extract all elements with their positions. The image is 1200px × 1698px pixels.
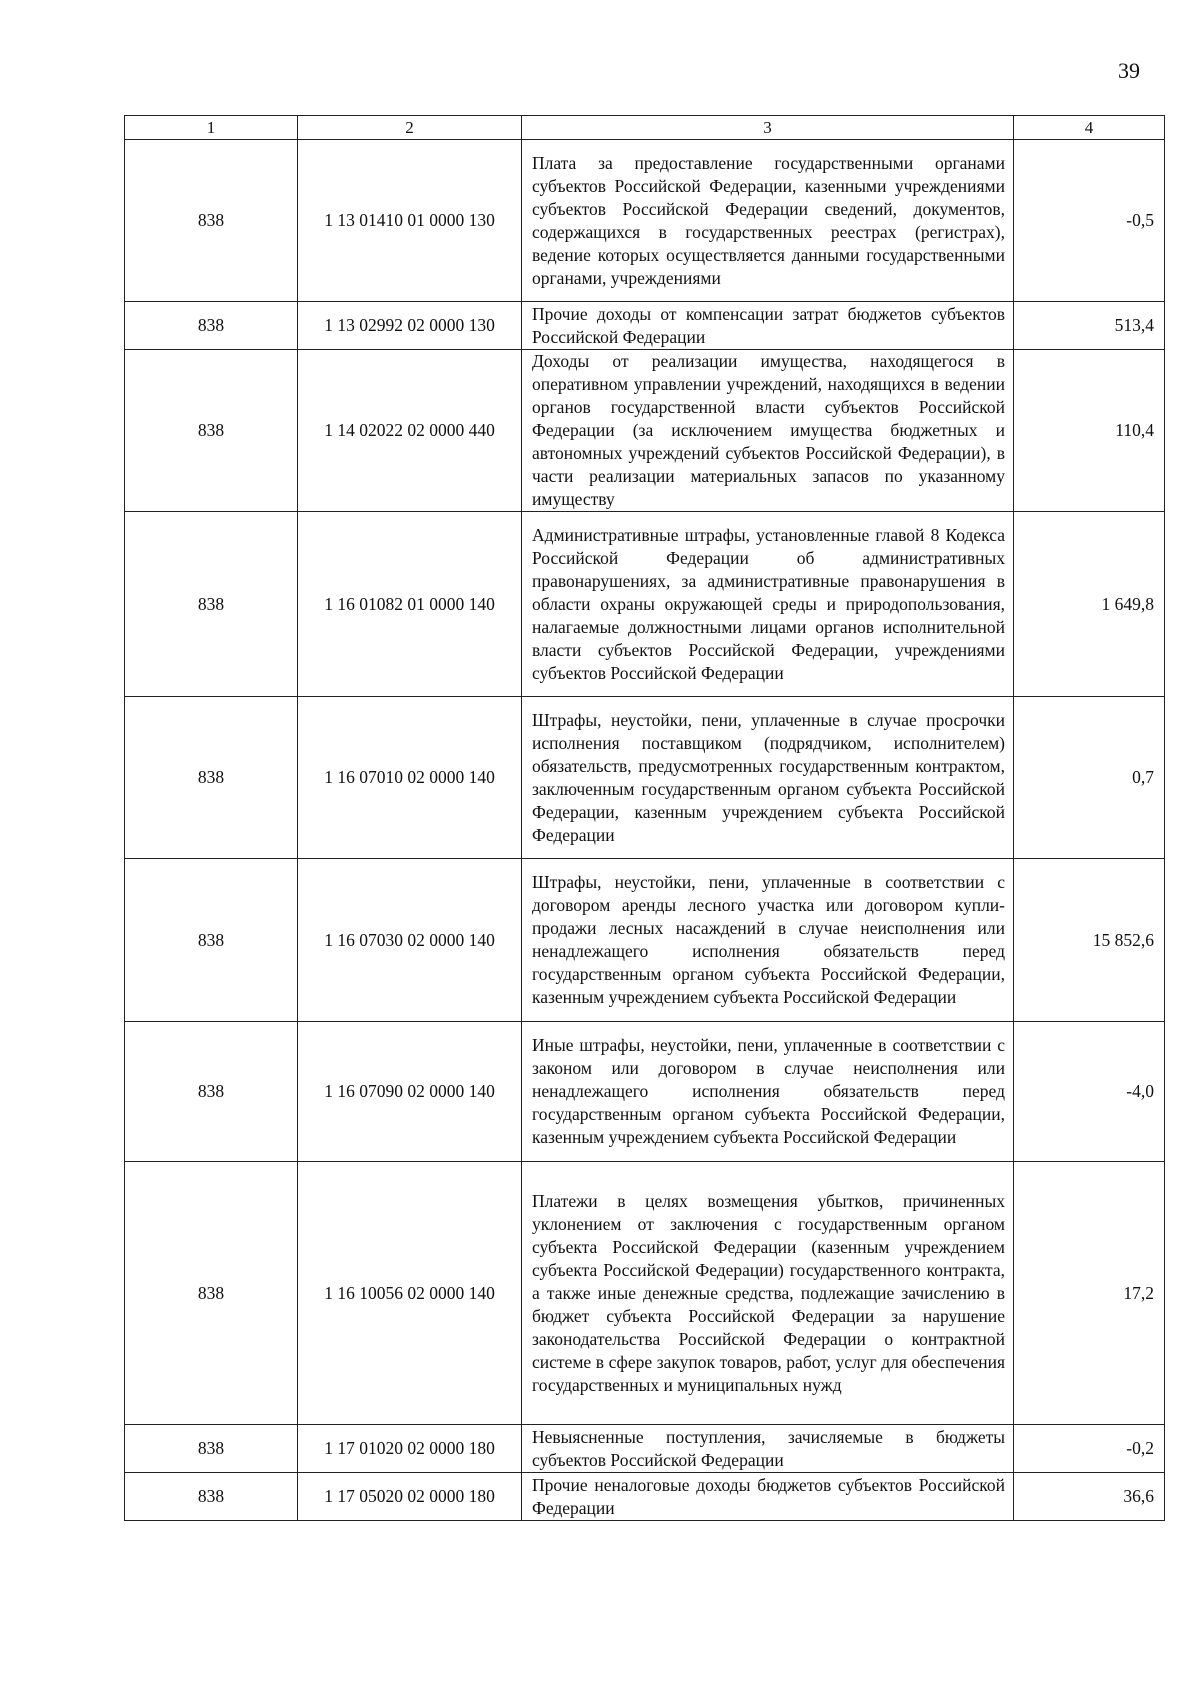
- description-cell: Административные штрафы, установленные главой 8 Кодекса Российской Федерации об административных правонарушениях, за административные правонарушения в области охраны окружающей среды и природопользования, налагаемые должностными лицами органов исполнительной власти субъектов Российской Федерации, учреждениями субъектов Российской Федерации: [522, 512, 1014, 697]
- table-row: [125, 1162, 1165, 1425]
- description-cell: Плата за предоставление государственными органами субъектов Российской Федерации, казенными учреждениями субъектов Российской Федерации сведений, документов, содержащихся в государственных реестрах (регистрах), ведение которых осуществляется данными государственными органами, учреждениями: [522, 140, 1014, 302]
- amount-cell: 15 852,6: [1014, 859, 1165, 1022]
- description-cell: Штрафы, неустойки, пени, уплаченные в соответствии с договором аренды лесного участка или договором купли-продажи лесных насаждений в случае неисполнения или ненадлежащего исполнения обязательств перед государственным органом субъекта Российской Федерации, казенным учреждением субъекта Российской Федерации: [522, 859, 1014, 1022]
- description-cell: Доходы от реализации имущества, находящегося в оперативном управлении учреждений, находящихся в ведении органов государственной власти субъектов Российской Федерации (за исключением имущества бюджетных и автономных учреждений субъектов Российской Федерации), в части реализации материальных запасов по указанному имуществу: [522, 350, 1014, 512]
- amount-cell: -0,5: [1014, 140, 1165, 302]
- column-header-3: 3: [522, 116, 1014, 140]
- page-number: 39: [1118, 58, 1140, 83]
- budget-code-cell: 1 14 02022 02 0000 440: [298, 350, 522, 512]
- amount-cell: 1 649,8: [1014, 512, 1165, 697]
- budget-code-cell: 1 16 07010 02 0000 140: [298, 697, 522, 859]
- table-row: [125, 512, 1165, 697]
- description-cell: Прочие неналоговые доходы бюджетов субъектов Российской Федерации: [522, 1473, 1014, 1521]
- amount-cell: 0,7: [1014, 697, 1165, 859]
- admin-code-cell: 838: [125, 302, 298, 350]
- table-row: [125, 1425, 1165, 1473]
- admin-code-cell: 838: [125, 1022, 298, 1162]
- description-cell: Невыясненные поступления, зачисляемые в бюджеты субъектов Российской Федерации: [522, 1425, 1014, 1473]
- description-cell: Платежи в целях возмещения убытков, причиненных уклонением от заключения с государственным органом субъекта Российской Федерации (казенным учреждением субъекта Российской Федерации) государственного контракта, а также иные денежные средства, подлежащие зачислению в бюджет субъекта Российской Федерации за нарушение законодательства Российской Федерации о контрактной системе в сфере закупок товаров, работ, услуг для обеспечения государственных и муниципальных нужд: [522, 1162, 1014, 1425]
- amount-cell: 110,4: [1014, 350, 1165, 512]
- admin-code-cell: 838: [125, 140, 298, 302]
- table-row: [125, 140, 1165, 302]
- amount-cell: 513,4: [1014, 302, 1165, 350]
- budget-table: [124, 115, 1165, 1521]
- table-row: [125, 302, 1165, 350]
- budget-code-cell: 1 17 05020 02 0000 180: [298, 1473, 522, 1521]
- amount-cell: 17,2: [1014, 1162, 1165, 1425]
- amount-cell: 36,6: [1014, 1473, 1165, 1521]
- table-row: [125, 350, 1165, 512]
- admin-code-cell: 838: [125, 1473, 298, 1521]
- column-header-4: 4: [1014, 116, 1165, 140]
- column-header-2: 2: [298, 116, 522, 140]
- budget-code-cell: 1 17 01020 02 0000 180: [298, 1425, 522, 1473]
- admin-code-cell: 838: [125, 859, 298, 1022]
- table-row: [125, 859, 1165, 1022]
- table-row: [125, 1022, 1165, 1162]
- amount-cell: -4,0: [1014, 1022, 1165, 1162]
- budget-code-cell: 1 13 02992 02 0000 130: [298, 302, 522, 350]
- budget-code-cell: 1 13 01410 01 0000 130: [298, 140, 522, 302]
- table-header-row: [125, 116, 1165, 140]
- budget-code-cell: 1 16 07030 02 0000 140: [298, 859, 522, 1022]
- column-header-1: 1: [125, 116, 298, 140]
- amount-cell: -0,2: [1014, 1425, 1165, 1473]
- description-cell: Прочие доходы от компенсации затрат бюджетов субъектов Российской Федерации: [522, 302, 1014, 350]
- table-row: [125, 1473, 1165, 1521]
- budget-code-cell: 1 16 01082 01 0000 140: [298, 512, 522, 697]
- budget-code-cell: 1 16 07090 02 0000 140: [298, 1022, 522, 1162]
- admin-code-cell: 838: [125, 350, 298, 512]
- admin-code-cell: 838: [125, 697, 298, 859]
- budget-code-cell: 1 16 10056 02 0000 140: [298, 1162, 522, 1425]
- description-cell: Штрафы, неустойки, пени, уплаченные в случае просрочки исполнения поставщиком (подрядчиком, исполнителем) обязательств, предусмотренных государственным контрактом, заключенным государственным органом субъекта Российской Федерации, казенным учреждением субъекта Российской Федерации: [522, 697, 1014, 859]
- admin-code-cell: 838: [125, 1162, 298, 1425]
- description-cell: Иные штрафы, неустойки, пени, уплаченные в соответствии с законом или договором в случае неисполнения или ненадлежащего исполнения обязательств перед государственным органом субъекта Российской Федерации, казенным учреждением субъекта Российской Федерации: [522, 1022, 1014, 1162]
- admin-code-cell: 838: [125, 512, 298, 697]
- admin-code-cell: 838: [125, 1425, 298, 1473]
- table-row: [125, 697, 1165, 859]
